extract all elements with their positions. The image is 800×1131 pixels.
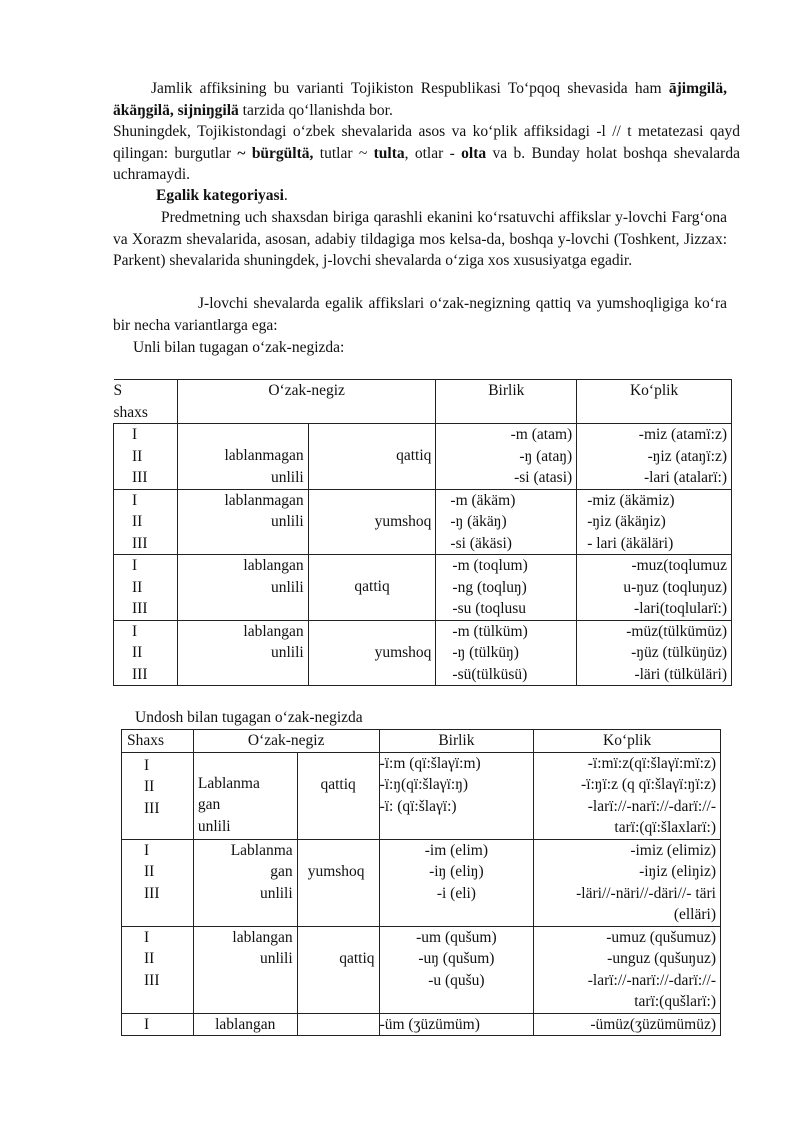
paragraph-3: Predmetning uch shaxsdan biriga qarashli ekanini koʻrsatuvchi affikslar y-lovchi Fargʻona va Xorazm shevalarida, asosan, adabiy tildagiga mos kelsa-da, boshqa y-lovchi (Toshkent, Jizzax: Parkent) shevalarida shuningdek, j-lovchi shevalarda oʻziga xos xususiyatga egadir. <box>113 209 727 269</box>
birlik-cell: -m (atam) -ŋ (ataŋ) -si (atasi) <box>436 424 577 490</box>
paragraph-5: Unli bilan tugagan oʻzak-negizda: <box>133 339 345 356</box>
birlik-cell: -um (qušum) -uŋ (qušum) -u (qušu) <box>379 926 534 1013</box>
hardness-cell: yumshoq <box>308 620 436 686</box>
birlik-cell: -m (tülküm) -ŋ (tülküŋ) -sü(tülküsü) <box>436 620 577 686</box>
table2-caption: Undosh bilan tugagan oʻzak-negizda <box>135 709 363 726</box>
type-cell: lablangan <box>193 1013 297 1036</box>
persons-cell: I II III <box>114 424 178 490</box>
table-row <box>114 489 732 555</box>
bold-text: ~ <box>237 144 246 162</box>
text: tutlar ~ <box>313 144 374 162</box>
header-ozak-negiz: Oʻzak-negiz <box>177 380 436 424</box>
bold-text: olta <box>461 144 487 162</box>
koplik-cell: -imiz (elimiz) -iŋiz (eliŋiz) -läri//-näri//-däri//- täri (elläri) <box>534 839 721 926</box>
header-birlik: Birlik <box>436 380 577 424</box>
birlik-cell: -im (elim) -iŋ (eliŋ) -i (eli) <box>379 839 534 926</box>
type-cell: Lablanma gan unlili <box>193 752 297 839</box>
koplik-cell: -miz (atamï:z) -ŋiz (ataŋï:z) -lari (atalarï:) <box>577 424 732 490</box>
birlik-cell: -m (toqlum) -ng (toqluŋ) -su (toqlusu <box>436 555 577 621</box>
persons-cell: I <box>122 1013 194 1036</box>
text: Shuningdek, Tojikistondagi oʻzbek shevalarida asos va koʻplik affiksidagi -l // t metatezasi qayd qilingan: burgutlar <box>113 123 740 162</box>
bold-text: tulta <box>373 144 405 162</box>
table-row <box>122 752 721 839</box>
birlik-cell: -üm (ʒüzümüm) <box>379 1013 534 1036</box>
koplik-cell: -ümüz(ʒüzümümüz) <box>534 1013 721 1036</box>
header-shaxs: S shaxs <box>114 380 178 424</box>
hardness-cell: yumshoq <box>308 489 436 555</box>
hardness-cell: qattiq <box>308 424 436 490</box>
text: , otlar - <box>404 144 462 162</box>
section-heading <box>156 185 770 207</box>
paragraph-4: J-lovchi shevalarda egalik affikslari oʻzak-negizning qattiq va yumshoqligiga koʻra bir necha variantlarga ega: <box>113 295 727 334</box>
possessive-table-consonant <box>121 729 721 1036</box>
hardness-cell: qattiq <box>297 752 379 839</box>
birlik-cell: -ï:m (qï:šlaγï:m) -ï:ŋ(qï:šlaγï:ŋ) -ï: (qï:šlaγï:) <box>379 752 534 839</box>
type-cell: Lablanma gan unlili <box>193 839 297 926</box>
persons-cell: I II III <box>114 620 178 686</box>
bold-text: bürgültä, <box>251 144 314 162</box>
persons-cell: I II III <box>114 489 178 555</box>
persons-cell: I II III <box>114 555 178 621</box>
paragraph-1 <box>113 78 727 121</box>
table-row <box>122 926 721 1013</box>
bold-text: ājimgilä, äkäŋgilä, sijniŋgilä <box>113 80 727 119</box>
type-cell: lablangan unlili <box>177 555 308 621</box>
koplik-cell: -müz(tülkümüz) -ŋüz (tülküŋüz) -läri (tülküläri) <box>577 620 732 686</box>
persons-cell: I II III <box>122 752 194 839</box>
paragraph-2 <box>113 121 740 186</box>
table-row <box>122 839 721 926</box>
koplik-cell: -muz(toqlumuz u-ŋuz (toqluŋuz) -lari(toqlularï:) <box>577 555 732 621</box>
type-cell: lablanmagan unlili <box>177 489 308 555</box>
text: Jamlik affiksining bu varianti Tojikiston Respublikasi Toʻpqoq shevasida ham <box>151 80 669 97</box>
text: tarzida qoʻllanishda bor. <box>238 101 393 119</box>
header-ozak-negiz: Oʻzak-negiz <box>193 730 379 753</box>
header-birlik: Birlik <box>379 730 534 753</box>
header-koplik: Koʻplik <box>534 730 721 753</box>
koplik-cell: -miz (äkämiz) -ŋiz (äkäŋiz) - lari (äkäläri) <box>577 489 732 555</box>
table-row <box>122 1013 721 1036</box>
type-cell: lablangan unlili <box>193 926 297 1013</box>
possessive-table-vowel <box>113 379 732 686</box>
table-row <box>114 620 732 686</box>
type-cell: lablangan unlili <box>177 620 308 686</box>
hardness-cell: qattiq <box>308 555 436 621</box>
heading-dot: . <box>283 187 288 204</box>
table-row <box>114 424 732 490</box>
text: va b. Bunday holat boshqa shevalarda uchramaydi. <box>113 144 740 183</box>
header-koplik: Koʻplik <box>577 380 732 424</box>
type-cell: lablanmagan unlili <box>177 424 308 490</box>
heading-text: Egalik kategoriyasi <box>156 187 284 204</box>
table-header-row <box>114 380 732 424</box>
hardness-cell: yumshoq <box>297 839 379 926</box>
table-header-row <box>122 730 721 753</box>
persons-cell: I II III <box>122 926 194 1013</box>
birlik-cell: -m (äkäm) -ŋ (äkäŋ) -si (äkäsi) <box>436 489 577 555</box>
koplik-cell: -ï:mï:z(qï:šlaγï:mï:z) -ï:ŋï:z (q qï:šlaγï:ŋï:z) -larï://-narï://-darï://- tarï:(qï:šlaxlarï:) <box>534 752 721 839</box>
table-row <box>114 555 732 621</box>
hardness-cell <box>297 1013 379 1036</box>
hardness-cell: qattiq <box>297 926 379 1013</box>
header-shaxs: Shaxs <box>122 730 194 753</box>
koplik-cell: -umuz (qušumuz) -unguz (qušuŋuz) -larï://-narï://-darï://- tarï:(qušlarï:) <box>534 926 721 1013</box>
persons-cell: I II III <box>122 839 194 926</box>
